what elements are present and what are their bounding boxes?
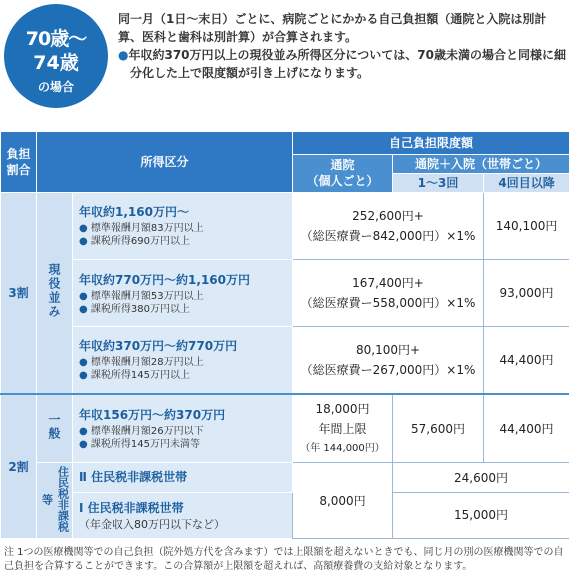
group-active-text: 現役並み bbox=[47, 263, 61, 320]
income-row-3-sub1 bbox=[79, 356, 286, 369]
income-general-title: 年収156万円〜約370万円 bbox=[79, 408, 226, 423]
limit-row-2-formula: （総医療費ー558,000円）×1% bbox=[300, 296, 476, 310]
income-row-1-sub2-text: 課税所得690万円以上 bbox=[90, 236, 191, 248]
header-fourth: 4回目以降 bbox=[484, 173, 569, 192]
header-first3: 1〜3回 bbox=[393, 173, 484, 192]
group-general bbox=[37, 394, 73, 463]
income-general-sub2 bbox=[79, 438, 286, 451]
fourth-row-3: 44,400円 bbox=[484, 327, 569, 394]
intro-paragraph-2-text: 年収約370万円以上の現役並み所得区分については、70歳未満の場合と同様に細分化した上で限度額が引き上げになります。 bbox=[128, 48, 566, 80]
bullet-icon: ● bbox=[79, 370, 88, 382]
income-exempt-2 bbox=[73, 463, 293, 492]
income-row-3-sub2-text: 課税所得145万円以上 bbox=[90, 370, 191, 382]
limit-row-3-formula: （総医療費ー267,000円）×1% bbox=[300, 362, 476, 377]
limit-row-1-base: 252,600円+ bbox=[352, 208, 424, 223]
header-outpatient-text: 通院 （個人ごと） bbox=[306, 158, 379, 189]
limit-row-1-formula: （総医療費ー842,000円）×1% bbox=[300, 228, 476, 243]
fourth-general: 44,400円 bbox=[484, 394, 569, 463]
income-row-3-sub2 bbox=[79, 369, 286, 382]
bullet-icon: ● bbox=[118, 48, 129, 62]
income-row-3-sub1-text: 標準報酬月額28万円以上 bbox=[90, 357, 204, 369]
outpatient-exempt: 8,000円 bbox=[293, 463, 393, 539]
badge-case-label: の場合 bbox=[37, 80, 74, 94]
group-general-text: 一般 bbox=[47, 413, 61, 442]
group-exempt bbox=[37, 463, 73, 539]
limit-row-2 bbox=[293, 259, 484, 326]
income-row-2-sub2 bbox=[79, 303, 286, 316]
income-exempt-1-sub: （年金収入80万円以下など） bbox=[79, 518, 225, 532]
bullet-icon: ● bbox=[79, 236, 88, 248]
limit-row-2-base: 167,400円+ bbox=[352, 276, 424, 290]
income-exempt-2-title: Ⅱ 住民税非課税世帯 bbox=[79, 470, 188, 485]
fourth-row-2: 93,000円 bbox=[484, 259, 569, 326]
income-row-2 bbox=[73, 259, 293, 326]
limit-row-3 bbox=[293, 327, 484, 394]
income-row-2-sub2-text: 課税所得380万円以上 bbox=[90, 303, 191, 315]
income-row-1-title: 年収約1,160万円〜 bbox=[79, 205, 189, 220]
header-income: 所得区分 bbox=[37, 132, 293, 193]
income-row-1-sub1 bbox=[79, 222, 286, 235]
header-burden-text: 負担 割合 bbox=[6, 146, 31, 177]
income-row-1-sub1-text: 標準報酬月額83万円以上 bbox=[90, 223, 204, 235]
combined-exempt-1: 15,000円 bbox=[393, 492, 569, 538]
header-combined: 通院＋入院（世帯ごと） bbox=[393, 155, 569, 174]
income-row-1 bbox=[73, 192, 293, 259]
intro-paragraph-2 bbox=[118, 46, 566, 82]
rate-3-label: 3割 bbox=[1, 192, 37, 393]
limit-row-3-base: 80,100円+ bbox=[355, 342, 421, 357]
combined-exempt-2: 24,600円 bbox=[393, 463, 569, 492]
income-general-sub1-text: 標準報酬月額26万円以下 bbox=[90, 426, 204, 438]
bullet-icon: ● bbox=[79, 357, 88, 369]
limit-row-1 bbox=[293, 192, 484, 259]
bullet-icon: ● bbox=[79, 426, 88, 438]
income-general-sub1 bbox=[79, 425, 286, 438]
income-row-3-title: 年収約370万円〜約770万円 bbox=[79, 339, 238, 354]
group-active bbox=[37, 192, 73, 393]
badge-age-line2: 74歳 bbox=[33, 52, 79, 74]
intro-paragraph-1: 同一月（1日〜末日）ごとに、病院ごとにかかる自己負担額（通院と入院は別計算、医科と歯科は別計算）が合算されます。 bbox=[118, 12, 547, 44]
bullet-icon: ● bbox=[79, 303, 88, 315]
bullet-icon: ● bbox=[79, 439, 88, 451]
income-general bbox=[73, 394, 293, 463]
income-exempt-1 bbox=[73, 492, 293, 538]
age-badge bbox=[4, 4, 108, 108]
income-row-2-sub1-text: 標準報酬月額53万円以上 bbox=[90, 290, 204, 302]
income-row-2-title: 年収約770万円〜約1,160万円 bbox=[79, 272, 251, 287]
income-exempt-1-title: Ⅰ 住民税非課税世帯 bbox=[79, 501, 184, 516]
badge-age-line1: 70歳〜 bbox=[25, 28, 87, 50]
header-burden bbox=[1, 132, 37, 193]
fourth-row-1: 140,100円 bbox=[484, 192, 569, 259]
group-exempt-text: 住民税非課税等 bbox=[40, 466, 70, 533]
header-limit: 自己負担限度額 bbox=[293, 132, 569, 155]
footnote: 注 1つの医療機関等での自己負担（院外処方代を含みます）では上限額を超えないときでも、同じ月の別の医療機関等での自己負担を合算することができます。この合算額が上限額を超えれば、高額療養費の支給対象となります。 bbox=[4, 547, 564, 572]
outpatient-general-annual-label: 年間上限 bbox=[318, 421, 367, 436]
intro-text bbox=[118, 10, 566, 82]
bullet-icon: ● bbox=[79, 290, 88, 302]
income-general-sub2-text: 課税所得145万円未満等 bbox=[90, 439, 201, 451]
rate-2-label: 2割 bbox=[1, 394, 37, 539]
first3-general: 57,600円 bbox=[393, 394, 484, 463]
header-outpatient bbox=[293, 155, 393, 193]
outpatient-general-annual-amount: （年 144,000円） bbox=[300, 442, 385, 454]
income-row-1-sub2 bbox=[79, 235, 286, 248]
bullet-icon: ● bbox=[79, 223, 88, 235]
income-row-3 bbox=[73, 327, 293, 394]
income-row-2-sub1 bbox=[79, 290, 286, 303]
outpatient-general-amount: 18,000円 bbox=[315, 401, 370, 416]
outpatient-general bbox=[293, 394, 393, 463]
limit-table bbox=[0, 131, 569, 539]
